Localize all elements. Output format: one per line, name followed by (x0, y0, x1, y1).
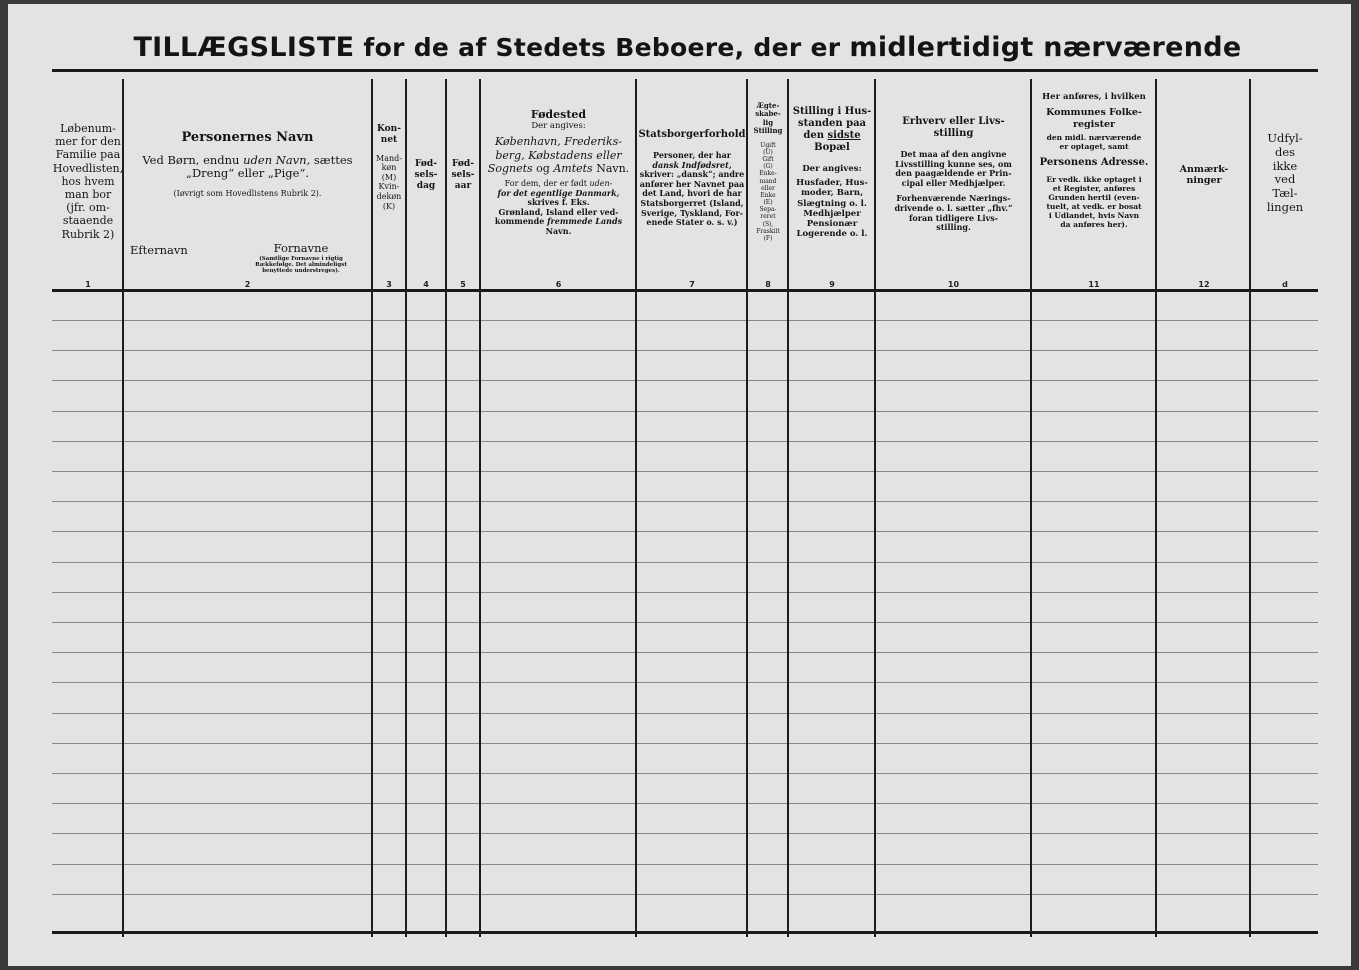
col8-line: (G) (763, 163, 773, 171)
col6-para2-a: For dem, der er født (504, 178, 587, 188)
column-number: 6 (555, 280, 562, 289)
col8-line: Gift (762, 155, 774, 163)
col8-heading: Ægte- (756, 102, 780, 110)
col6-para3-d: Navn. (545, 225, 572, 236)
col1-line: (jfr. om- (66, 201, 110, 215)
col1-line: Hovedlisten, (52, 161, 124, 175)
col8-line: eller (761, 184, 775, 192)
col6-line3-c: Amtets (553, 161, 593, 175)
col9-line: Pensionær (806, 218, 858, 229)
column-4-header (406, 159, 446, 191)
col10-heading: Erhverv eller Livs- (902, 116, 1005, 127)
table-row-rule (52, 743, 1318, 744)
col12-heading: Anmærk- (1179, 164, 1229, 175)
column-7-header (637, 129, 747, 228)
col11-line: Er vedk. ikke optaget i (1046, 174, 1142, 184)
col3-line: Mand- (376, 153, 402, 163)
col6-para2-b: uden- (589, 178, 613, 188)
col5-heading: aar (454, 180, 472, 191)
col6-line3-a: Sognets (487, 161, 533, 175)
column-number: 11 (1088, 280, 1100, 289)
column-number: d (1282, 280, 1288, 289)
table-row-rule (52, 350, 1318, 351)
col10-line: stilling. (936, 222, 971, 233)
col11-heading: Kommunes Folke- (1046, 107, 1142, 119)
col6-para3: Grønland, Island eller ved- (498, 206, 619, 217)
col2-line1-a: Ved Børn, endnu (142, 152, 240, 167)
col1-line: Løbenum- (60, 122, 116, 135)
table-row-rule (52, 894, 1318, 895)
col9-line: Slægtning o. l. (797, 198, 867, 209)
column-number: 3 (386, 280, 392, 289)
col6-line: berg, Købstadens eller (495, 148, 622, 162)
col7-line: Sverige, Tyskland, For- (640, 207, 744, 218)
col6-para2-c: for det egentlige Danmark, (497, 187, 620, 198)
col6-line3-d: Navn. (596, 161, 630, 175)
col9-heading: Stilling i Hus- (792, 106, 872, 117)
table-row-rule (52, 864, 1318, 865)
col13-line: Udfyl- (1267, 132, 1303, 145)
column-number: 2 (244, 280, 251, 289)
firstname-note: benyttede understreges). (262, 268, 340, 275)
col10-line: den paagældende er Prin- (895, 168, 1012, 179)
table-row-rule (52, 320, 1318, 321)
col8-line: reret (760, 213, 776, 221)
col9-line: Logerende o. l. (796, 229, 868, 240)
col3-line: dekøn (376, 191, 402, 201)
col11-line: er optaget, samt (1059, 141, 1129, 151)
col8-line: Sepa- (759, 206, 777, 214)
col5-heading: Fød- (452, 159, 474, 169)
col8-line: Fraskilt (756, 227, 780, 235)
col7-line: skriver: „dansk“; andre (639, 169, 745, 180)
table-row-rule (52, 501, 1318, 502)
column-3-header (372, 124, 406, 211)
col2-line1-c: sættes (313, 152, 353, 167)
firstname-subheader (236, 242, 366, 275)
table-row-rule (52, 441, 1318, 442)
col11-heading2: Personens Adresse. (1039, 156, 1149, 168)
col13-line: Tæl- (1272, 186, 1298, 201)
table-row-rule (52, 380, 1318, 381)
col8-heading: Stilling (753, 126, 783, 136)
col6-line3 (481, 162, 636, 175)
col4-heading: dag (416, 180, 436, 191)
col6-heading: Fødested (530, 108, 587, 121)
col7-line: anfører her Navnet paa (639, 178, 745, 189)
col3-line: (M) (381, 172, 397, 182)
col5-heading: sels- (451, 169, 475, 180)
col9-line: Medhjælper (803, 208, 861, 219)
col11-line: i Udlandet, hvis Navn (1048, 210, 1140, 220)
form-title (8, 32, 1351, 63)
firstname-label: Fornavne (273, 242, 329, 255)
col9-line: moder, Barn, (800, 188, 864, 199)
table-row-rule (52, 713, 1318, 714)
surname-label: Efternavn (130, 244, 188, 257)
table-row-rule (52, 622, 1318, 623)
col2-line3: (Iøvrigt som Hovedlistens Rubrik 2). (173, 189, 322, 199)
col7-line: enede Stater o. s. v.) (646, 217, 738, 228)
col10-line: Forhenværende Nærings- (896, 193, 1011, 204)
table-row-rule (52, 773, 1318, 774)
col8-line: mand (759, 177, 777, 185)
col13-line: ved (1274, 172, 1296, 187)
column-number: 4 (423, 280, 429, 289)
table-row-rule (52, 682, 1318, 683)
col2-line1 (124, 154, 371, 168)
table-row-rule (52, 531, 1318, 532)
column-number: 8 (765, 280, 771, 289)
col8-line: (E) (763, 199, 773, 207)
table-row-rule (52, 833, 1318, 834)
col2-line1-b: uden Navn, (243, 152, 311, 167)
table-row-rule (52, 592, 1318, 593)
column-divider (445, 79, 447, 937)
title-part-2: for de af Stedets Beboere, der er (363, 33, 841, 62)
col11-line: et Register, anføres (1052, 183, 1136, 193)
col9-heading3-b: sidste (827, 130, 861, 141)
col6-line3-b: og (536, 161, 550, 175)
col6-para2-d: skrives f. Eks. (527, 197, 590, 208)
col1-line: Familie paa (55, 148, 121, 162)
col11-top: Her anføres, i hvilken (1042, 92, 1146, 102)
col3-heading: Kon- (377, 124, 401, 134)
column-9-header (789, 106, 875, 239)
table-row-rule (52, 652, 1318, 653)
col7-line: det Land, hvori de har (642, 188, 742, 199)
col6-sub: Der angives: (531, 121, 586, 132)
col13-line: des (1274, 144, 1296, 159)
table-row-rule (52, 411, 1318, 412)
col9-sub: Der angives: (802, 164, 862, 174)
column-number: 1 (85, 280, 91, 289)
col6-line: København, Frederiks- (495, 135, 622, 149)
col1-line: staaende (62, 214, 114, 228)
col11-line: den midl. nærværende (1046, 132, 1142, 142)
census-form-sheet (8, 4, 1351, 966)
col8-heading: lig (762, 117, 774, 127)
column-5-header (446, 159, 480, 191)
column-number: 12 (1198, 280, 1210, 289)
column-2-header (124, 130, 371, 199)
col10-line: Det maa af den angivne (900, 149, 1007, 159)
col10-line: drivende o. l. sætter „fhv.“ (894, 202, 1013, 213)
title-part-1: TILLÆGSLISTE (133, 32, 355, 63)
col1-line: Rubrik 2) (61, 227, 115, 241)
col9-heading3 (789, 130, 875, 142)
column-6-header (481, 108, 636, 237)
col3-line: køn (381, 163, 397, 173)
col9-line: Husfader, Hus- (796, 178, 868, 189)
col10-line: Livsstilling kunne ses, om (895, 158, 1012, 169)
col11-heading: register (1072, 118, 1116, 130)
col7-heading: Statsborgerforhold (638, 129, 746, 140)
column-number: 10 (947, 280, 960, 289)
col7-line: Statsborgerret (Island, (640, 197, 744, 208)
col1-line: hos hvem (61, 174, 115, 188)
firstname-note: (Samtlige Fornavne i rigtig (259, 255, 343, 262)
col11-line: da anføres her). (1060, 219, 1128, 229)
column-number: 9 (829, 280, 835, 289)
col4-heading: Fød- (415, 159, 437, 169)
col13-line: lingen (1266, 199, 1304, 214)
col2-line2: „Dreng“ eller „Pige“. (186, 166, 309, 181)
col3-line: (K) (382, 201, 396, 211)
col10-heading: stilling (933, 128, 974, 139)
col9-heading: standen paa (797, 118, 867, 129)
col4-heading: sels- (414, 169, 438, 180)
surname-subheader (130, 244, 210, 258)
col11-line: tuelt, at vedk. er bosat (1046, 201, 1142, 211)
col13-line: ikke (1272, 158, 1298, 173)
column-number: 5 (460, 280, 466, 289)
col12-heading: ninger (1186, 175, 1222, 187)
col8-line: Enke- (759, 170, 777, 178)
col1-line: mer for den (55, 135, 121, 149)
column-13-header (1251, 132, 1319, 215)
col8-line: (F) (763, 235, 773, 242)
col9-heading3-a: den (803, 130, 825, 141)
column-12-header (1157, 164, 1251, 187)
table-row-rule (52, 471, 1318, 472)
column-1-header (52, 122, 124, 241)
col8-heading: skabe- (755, 109, 781, 119)
bottom-rule (52, 931, 1318, 934)
col3-line: Kvin- (378, 182, 400, 192)
firstname-note: Rækkefølge. Det almindeligst (255, 262, 347, 269)
col9-heading4: Bopæl (814, 142, 850, 153)
column-11-header (1032, 92, 1156, 229)
header-bottom-rule (52, 289, 1318, 292)
table-row-rule (52, 562, 1318, 563)
col10-line: cipal eller Medhjælper. (901, 177, 1006, 188)
col7-line: dansk Indfødsret, (652, 159, 732, 170)
col8-line: (U) (763, 148, 773, 156)
col7-line: Personer, der har (653, 150, 731, 160)
col10-line: foran tidligere Livs- (908, 212, 999, 223)
col8-line: Ugift (760, 141, 776, 149)
col8-line: Enke (760, 191, 776, 199)
column-10-header (876, 116, 1031, 233)
top-rule (52, 69, 1318, 72)
table-row-rule (52, 803, 1318, 804)
col8-line: (S), (762, 220, 774, 228)
col3-heading: net (380, 134, 398, 145)
col2-heading: Personernes Navn (181, 130, 314, 145)
col6-para3-c: fremmede Lands (547, 216, 623, 227)
column-number: 7 (689, 280, 695, 289)
title-part-3: midlertidigt nærværende (849, 32, 1242, 63)
col6-para3-b: kommende (494, 216, 545, 227)
column-8-header (748, 102, 788, 242)
col11-line: Grunden hertil (even- (1048, 192, 1140, 202)
col1-line: man bor (64, 187, 112, 201)
